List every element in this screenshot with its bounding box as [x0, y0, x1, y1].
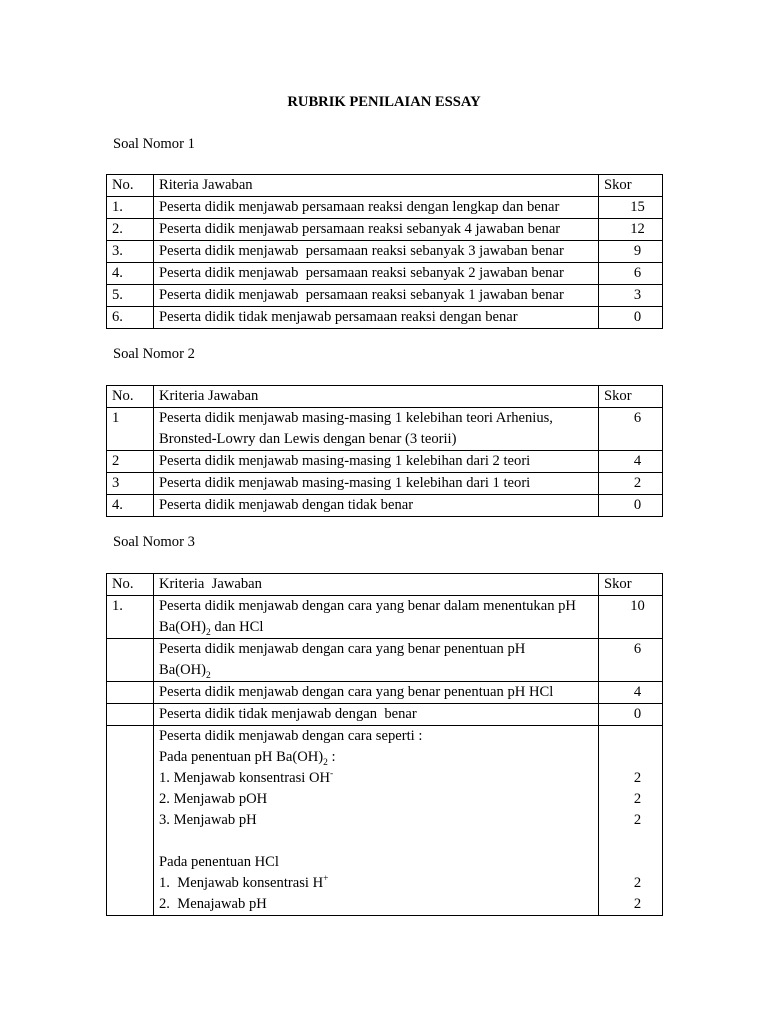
- row-no-empty: [107, 639, 154, 682]
- row-skor: 3: [599, 285, 663, 307]
- table-row: [107, 219, 663, 241]
- row-no: 2: [107, 451, 154, 473]
- header-skor: Skor: [599, 175, 663, 197]
- kriteria-line: 2. Menjawab pOH: [159, 791, 268, 807]
- soal-2-label: Soal Nomor 2: [113, 346, 195, 362]
- table-row: [107, 285, 663, 307]
- row-no: 2.: [107, 219, 154, 241]
- header-no: No.: [107, 175, 154, 197]
- table-header-row: [107, 175, 663, 197]
- row-kriteria: [154, 639, 599, 682]
- row-kriteria: Peserta didik menjawab persamaan reaksi dengan lengkap dan benar: [154, 197, 599, 219]
- header-kriteria: Kriteria Jawaban: [154, 574, 599, 596]
- formula-text: Ba(OH): [159, 662, 207, 678]
- row-kriteria: [154, 596, 599, 639]
- row-no-empty: [107, 704, 154, 726]
- kriteria-line: Peserta didik menjawab dengan cara seperti :: [159, 728, 423, 744]
- soal-2-table: [106, 385, 663, 517]
- header-skor: Skor: [599, 574, 663, 596]
- formula-text: Pada penentuan pH Ba(OH): [159, 749, 324, 765]
- row-skor: 0: [599, 307, 663, 329]
- soal-1-label: Soal Nomor 1: [113, 136, 195, 152]
- row-kriteria: Peserta didik menjawab persamaan reaksi sebanyak 1 jawaban benar: [154, 285, 599, 307]
- formula-subscript: 2: [323, 757, 328, 768]
- table-row: [107, 596, 663, 639]
- row-kriteria: Peserta didik menjawab persamaan reaksi sebanyak 4 jawaban benar: [154, 219, 599, 241]
- row-kriteria: Peserta didik menjawab dengan cara yang benar penentuan pH HCl: [154, 682, 599, 704]
- formula-superscript: +: [323, 874, 329, 885]
- sub-skor: 2: [633, 770, 642, 786]
- row-no: 3.: [107, 241, 154, 263]
- table-row: [107, 704, 663, 726]
- row-no: 5.: [107, 285, 154, 307]
- row-skor: 6: [599, 639, 663, 682]
- sub-skor: 2: [633, 812, 642, 828]
- table-row: [107, 682, 663, 704]
- row-no: 3: [107, 473, 154, 495]
- formula-text: Ba(OH): [159, 619, 207, 635]
- row-kriteria: Peserta didik tidak menjawab persamaan reaksi dengan benar: [154, 307, 599, 329]
- table-row: [107, 197, 663, 219]
- kriteria-line: [159, 768, 593, 789]
- sub-skor: 2: [633, 791, 642, 807]
- kriteria-line: Bronsted-Lowry dan Lewis dengan benar (3 teorii): [159, 431, 457, 447]
- table-row: [107, 639, 663, 682]
- header-skor: Skor: [599, 386, 663, 408]
- row-no: 1.: [107, 596, 154, 639]
- kriteria-line: Pada penentuan HCl: [159, 854, 279, 870]
- table-row: [107, 408, 663, 451]
- table-header-row: [107, 386, 663, 408]
- row-skor: 0: [599, 704, 663, 726]
- formula-subscript: 2: [206, 627, 211, 638]
- row-no-empty: [107, 682, 154, 704]
- row-no: 4.: [107, 263, 154, 285]
- table-row: [107, 451, 663, 473]
- formula-text: :: [327, 749, 336, 765]
- sub-skor: 2: [633, 896, 642, 912]
- row-kriteria: [154, 726, 599, 916]
- formula-text: dan HCl: [210, 619, 264, 635]
- row-kriteria: Peserta didik menjawab masing-masing 1 kelebihan dari 1 teori: [154, 473, 599, 495]
- table-row: [107, 263, 663, 285]
- row-no-empty: [107, 726, 154, 916]
- row-skor: 6: [599, 408, 663, 451]
- table-row: [107, 241, 663, 263]
- kriteria-line: Peserta didik menjawab dengan cara yang benar penentuan pH: [159, 641, 526, 657]
- formula-text: 1. Menjawab konsentrasi OH: [159, 770, 331, 786]
- kriteria-line: [159, 617, 593, 638]
- table-row: [107, 473, 663, 495]
- row-skor: 12: [599, 219, 663, 241]
- header-kriteria: Kriteria Jawaban: [154, 386, 599, 408]
- row-skor: 6: [599, 263, 663, 285]
- sub-skor: 2: [633, 875, 642, 891]
- row-kriteria: Peserta didik menjawab persamaan reaksi sebanyak 3 jawaban benar: [154, 241, 599, 263]
- table-row: [107, 495, 663, 517]
- kriteria-line: [159, 747, 593, 768]
- row-kriteria: Peserta didik menjawab persamaan reaksi sebanyak 2 jawaban benar: [154, 263, 599, 285]
- header-no: No.: [107, 574, 154, 596]
- table-row: [107, 726, 663, 916]
- row-no: 1: [107, 408, 154, 451]
- page-title: RUBRIK PENILAIAN ESSAY: [287, 94, 481, 110]
- row-skor: 9: [599, 241, 663, 263]
- kriteria-line: 3. Menjawab pH: [159, 812, 257, 828]
- formula-superscript: -: [330, 769, 334, 780]
- row-skor: 4: [599, 451, 663, 473]
- row-skor: 15: [599, 197, 663, 219]
- row-skor: [599, 726, 663, 916]
- soal-3-label: Soal Nomor 3: [113, 534, 195, 550]
- row-kriteria: Peserta didik tidak menjawab dengan benar: [154, 704, 599, 726]
- blank-line: [613, 831, 662, 852]
- header-kriteria: Riteria Jawaban: [154, 175, 599, 197]
- row-skor: 10: [599, 596, 663, 639]
- row-no: 4.: [107, 495, 154, 517]
- formula-subscript: 2: [206, 670, 211, 681]
- soal-3-table: [106, 573, 663, 916]
- row-kriteria: Peserta didik menjawab dengan tidak benar: [154, 495, 599, 517]
- blank-line: [159, 831, 593, 852]
- kriteria-line: 2. Menajawab pH: [159, 896, 267, 912]
- row-skor: 2: [599, 473, 663, 495]
- kriteria-line: Peserta didik menjawab dengan cara yang benar dalam menentukan pH: [159, 598, 576, 614]
- kriteria-line: [159, 660, 593, 681]
- row-kriteria: Peserta didik menjawab masing-masing 1 kelebihan dari 2 teori: [154, 451, 599, 473]
- row-skor: 0: [599, 495, 663, 517]
- formula-text: 1. Menjawab konsentrasi H: [159, 875, 324, 891]
- kriteria-line: [159, 873, 593, 894]
- row-kriteria: [154, 408, 599, 451]
- kriteria-line: Peserta didik menjawab masing-masing 1 kelebihan teori Arhenius,: [159, 410, 553, 426]
- soal-1-table: [106, 174, 663, 329]
- row-skor: 4: [599, 682, 663, 704]
- blank-line: [613, 852, 662, 873]
- header-no: No.: [107, 386, 154, 408]
- row-no: 6.: [107, 307, 154, 329]
- blank-line: [613, 747, 662, 768]
- blank-line: [613, 726, 662, 747]
- table-row: [107, 307, 663, 329]
- row-no: 1.: [107, 197, 154, 219]
- table-header-row: [107, 574, 663, 596]
